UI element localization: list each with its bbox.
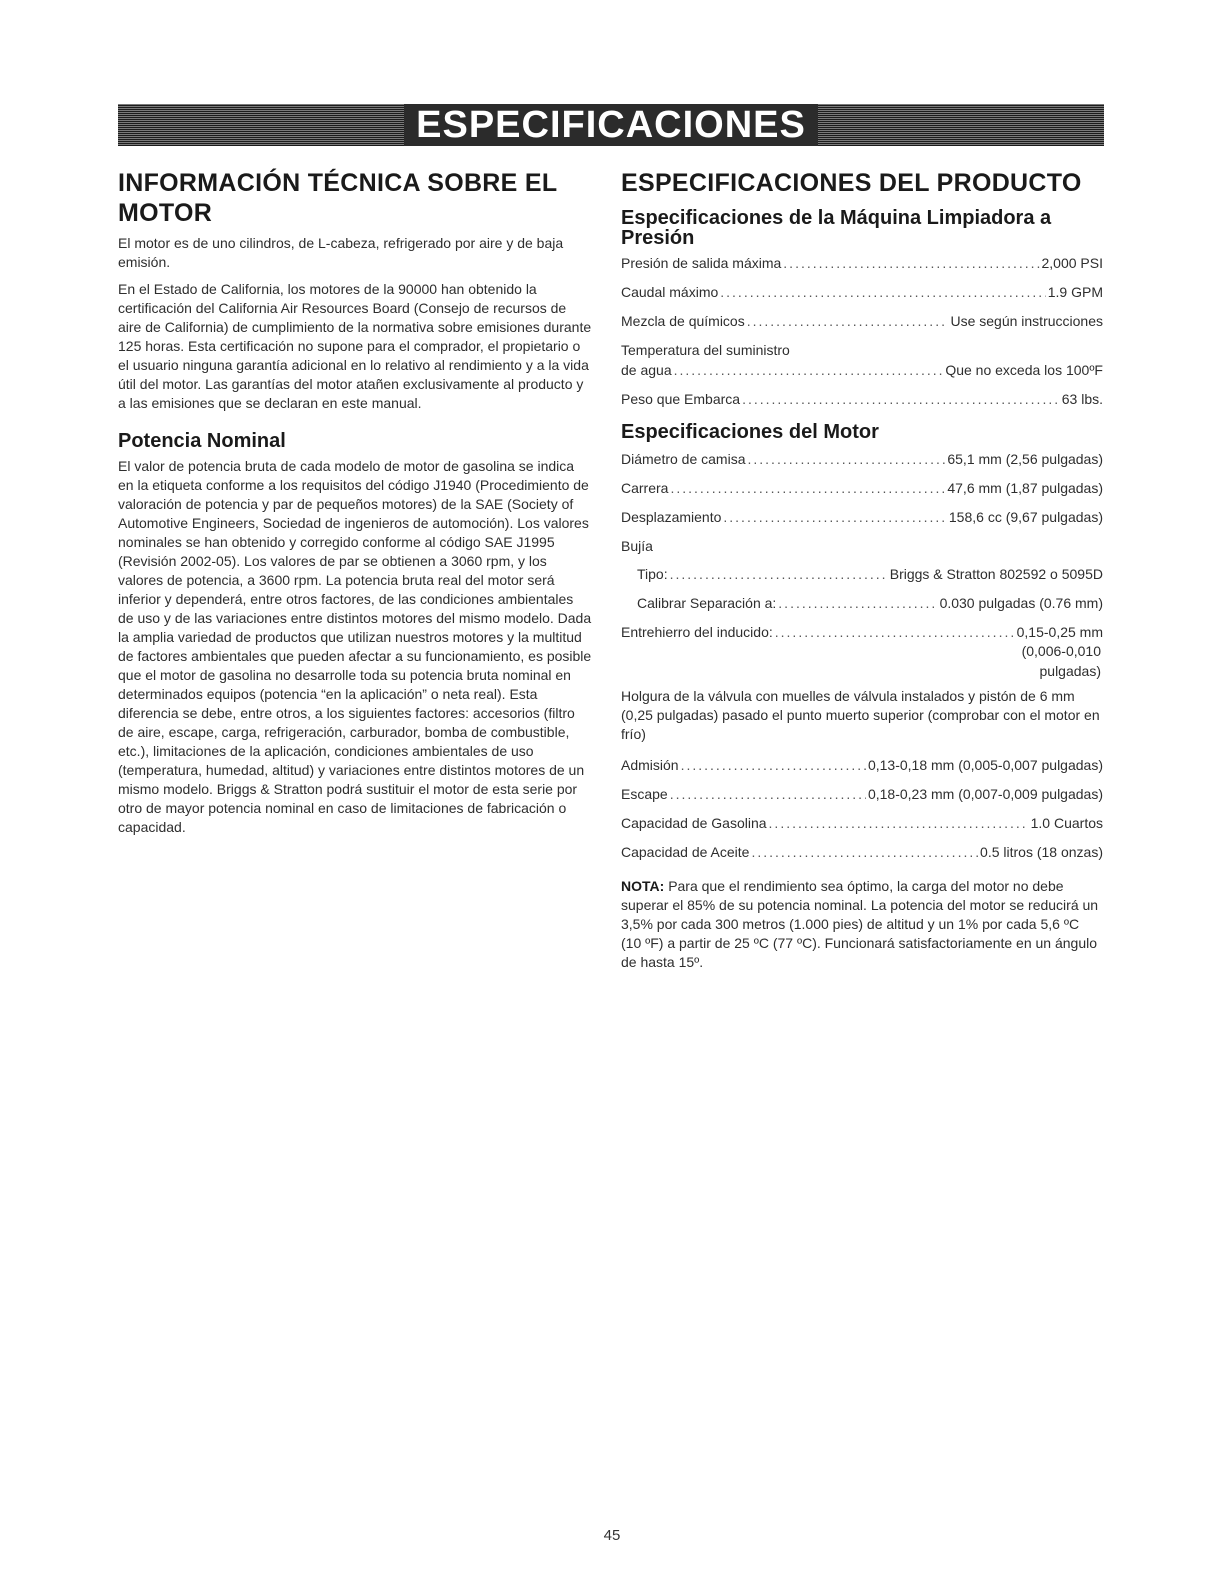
- spec-row-pressure: Presión de salida máxima ..... 2,000 PSI: [621, 254, 1103, 272]
- section-banner: [118, 104, 1104, 146]
- spec-row-intake: Admisión ..... 0,13-0,18 mm (0,005-0,007 pulgadas): [621, 756, 1103, 774]
- spec-row-weight: Peso que Embarca ..... 63 lbs.: [621, 390, 1103, 408]
- rated-power-paragraph: El valor de potencia bruta de cada modelo de motor de gasolina se indica en la etiqueta conforme a los requisitos del código J1940 (Procedimiento de valoración de potencia y par de pequeños motores) de la SAE (Society of Automotive Engineers, Sociedad de ingenieros de automoción). Los valores nominales se han obtenido y corregido conforme al código SAE J1995 (Revisión 2002-05). Los valores de par se obtienen a 3060 rpm, y los valores de potencia, a 3600 rpm. La potencia bruta real del motor será inferior y dependerá, entre otros factores, de las condiciones ambientales de uso y de las variaciones entre distintos motores del mismo modelo. Dada la amplia variedad de productos que utilizan nuestros motores y la multitud de factores ambientales que pueden afectar a su funcionamiento, es posible que el motor de gasolina no desarrolle toda su potencia bruta nominal en determinados equipos (potencia “en la aplicación” o neta real). Esta diferencia se debe, entre otros, a los siguientes factores: accesorios (filtro de aire, escape, carga, refrigeración, carburador, bomba de combustible, etc.), limitaciones de la aplicación, condiciones ambientales de uso (temperatura, humedad, altitud) y variaciones entre distintos motores de un mismo modelo. Briggs & Stratton podrá sustituir el motor de esta serie por otro de mayor potencia nominal en caso de limitaciones de fabricación o capacidad.: [118, 458, 592, 835]
- spec-row-chemicals: Mezcla de químicos ..... Use según instrucciones: [621, 312, 1103, 330]
- armature-gap-inches-2: pulgadas): [1039, 663, 1101, 679]
- note-text: Para que el rendimiento sea óptimo, la carga del motor no debe superar el 85% de su potencia nominal. La potencia del motor se reducirá un 3,5% por cada 300 metros (1.000 pies) de altitud y un 1% por cada 5,6 ºC (10 ºF) a partir de 25 ºC (77 ºC). Funcionará satisfactoriamente en un ángulo de hasta 15º.: [621, 878, 1099, 970]
- right-column: [621, 168, 1103, 972]
- spec-row-fuel-capacity: Capacidad de Gasolina ..... 1.0 Cuartos: [621, 814, 1103, 832]
- spec-row-stroke: Carrera ..... 47,6 mm (1,87 pulgadas): [621, 479, 1103, 497]
- note-paragraph: [621, 877, 1103, 972]
- note-label: NOTA:: [621, 878, 665, 894]
- engine-specs-heading: Especificaciones del Motor: [621, 421, 879, 443]
- spec-row-temperature: de agua ..... Que no exceda los 100ºF: [621, 361, 1103, 379]
- spec-row-exhaust: Escape ..... 0,18-0,23 mm (0,007-0,009 pulgadas): [621, 785, 1103, 803]
- spec-row-oil-capacity: Capacidad de Aceite ..... 0.5 litros (18 onzas): [621, 843, 1103, 861]
- valve-clearance-paragraph: Holgura de la válvula con muelles de válvula instalados y pistón de 6 mm (0,25 pulgadas) pasado el punto muerto superior (comprobar con el motor en frío): [621, 688, 1100, 742]
- banner-title: ESPECIFICACIONES: [404, 104, 818, 146]
- left-column: [118, 168, 592, 845]
- washer-specs-heading: Especificaciones de la Máquina Limpiadora a Presión: [621, 207, 1052, 249]
- spec-row-plug-type: Tipo: ..... Briggs & Stratton 802592 o 5095D: [621, 565, 1103, 583]
- engine-description: El motor es de uno cilindros, de L-cabeza, refrigerado por aire y de baja emisión.: [118, 235, 564, 270]
- spark-plug-label: Bujía: [621, 538, 653, 554]
- spec-row-armature-gap: Entrehierro del inducido: ..... 0,15-0,25 mm: [621, 623, 1103, 641]
- spec-row-flow: Caudal máximo ..... 1.9 GPM: [621, 283, 1103, 301]
- armature-gap-inches-1: (0,006-0,010: [1021, 643, 1101, 659]
- spec-row-bore: Diámetro de camisa ..... 65,1 mm (2,56 pulgadas): [621, 450, 1103, 468]
- engine-info-heading: INFORMACIÓN TÉCNICA SOBRE EL MOTOR: [118, 169, 557, 227]
- certification-paragraph: En el Estado de California, los motores de la 90000 han obtenido la certificación del California Air Resources Board (Consejo de recursos de aire de California) de cumplimiento de la normativa sobre emisiones durante 125 horas. Esta certificación no supone para el comprador, el propietario o el usuario ninguna garantía adicional en lo relativo al rendimiento y a la vida útil del motor. Las garantías del motor atañen exclusivamente al producto y a las emisiones que se declaran en este manual.: [118, 281, 592, 411]
- page-number: 45: [603, 1527, 621, 1544]
- spec-temp-label: Temperatura del suministro: [621, 342, 790, 358]
- spec-row-displacement: Desplazamiento ..... 158,6 cc (9,67 pulgadas): [621, 508, 1103, 526]
- rated-power-heading: Potencia Nominal: [118, 430, 286, 452]
- product-specs-heading: ESPECIFICACIONES DEL PRODUCTO: [621, 169, 1082, 197]
- spec-row-plug-gap: Calibrar Separación a: ..... 0.030 pulgadas (0.76 mm): [621, 594, 1103, 612]
